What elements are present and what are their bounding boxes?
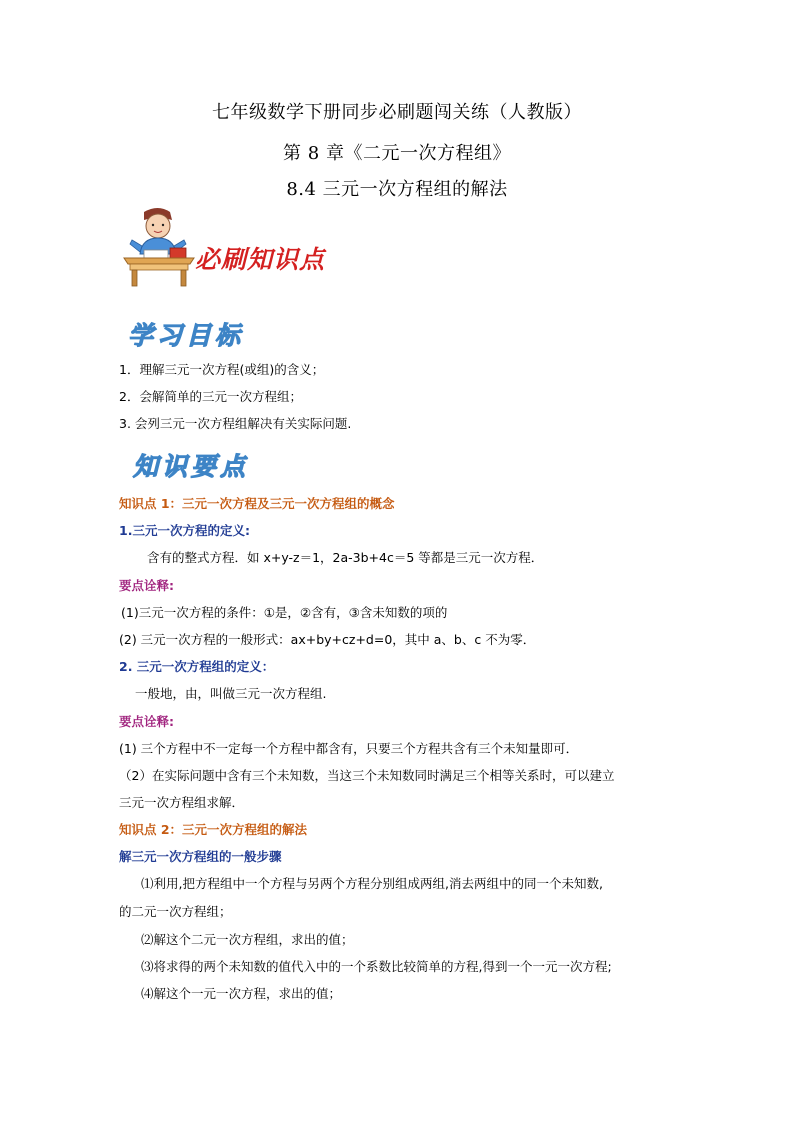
banner-title: 必刷知识点 — [195, 245, 326, 274]
goal-item: 2．会解简单的三元一次方程组； — [119, 389, 302, 404]
note-2-item: 三元一次方程组求解． — [119, 795, 245, 810]
step-item: ⑴利用,把方程组中一个方程与另两个方程分别组成两组,消去两组中的同一个未知数, — [141, 876, 603, 891]
learning-goals-heading: 学习目标 — [128, 321, 245, 350]
teacher-at-desk-icon — [120, 206, 198, 288]
definition-1-title: 1.三元一次方程的定义: — [119, 523, 250, 538]
note-2-item: (1) 三个方程中不一定每一个方程中都含有，只要三个方程共含有三个未知量即可． — [119, 741, 579, 756]
step-item: ⑵解这个二元一次方程组，求出的值； — [141, 932, 354, 947]
knowledge-points-heading: 知识要点 — [133, 452, 250, 481]
knowledge-point-1-title: 知识点 1：三元一次方程及三元一次方程组的概念 — [119, 496, 395, 511]
document-title: 七年级数学下册同步必刷题闯关练（人教版） — [212, 102, 582, 123]
definition-2-text: 一般地，由，叫做三元一次方程组. — [135, 686, 327, 701]
knowledge-point-2-title: 知识点 2：三元一次方程组的解法 — [119, 822, 308, 837]
definition-2-title: 2. 三元一次方程组的定义： — [119, 659, 275, 674]
goal-item: 3. 会列三元一次方程组解决有关实际问题. — [119, 416, 352, 431]
step-item: ⑷解这个一元一次方程，求出的值； — [141, 986, 342, 1001]
section-title: 8.4 三元一次方程组的解法 — [286, 179, 508, 200]
note-2-title: 要点诠释: — [119, 714, 174, 729]
note-1-title: 要点诠释: — [119, 578, 174, 593]
note-1-item: (1)三元一次方程的条件：①是，②含有，③含未知数的项的 — [121, 605, 448, 620]
definition-1-text: 含有的整式方程．如 x+y-z＝1，2a-3b+4c＝5 等都是三元一次方程． — [147, 550, 544, 565]
note-2-item: （2）在实际问题中含有三个未知数，当这三个未知数同时满足三个相等关系时，可以建立 — [119, 768, 615, 783]
chapter-title: 第 8 章《二元一次方程组》 — [283, 143, 511, 164]
note-1-item: (2) 三元一次方程的一般形式：ax+by+cz+d=0，其中 a、b、c 不为零． — [119, 632, 536, 647]
steps-title: 解三元一次方程组的一般步骤 — [119, 849, 282, 864]
step-item: ⑶将求得的两个未知数的值代入中的一个系数比较简单的方程,得到一个一元一次方程; — [141, 959, 612, 974]
step-item: 的二元一次方程组； — [119, 904, 232, 919]
goal-item: 1．理解三元一次方程(或组)的含义； — [119, 362, 325, 377]
